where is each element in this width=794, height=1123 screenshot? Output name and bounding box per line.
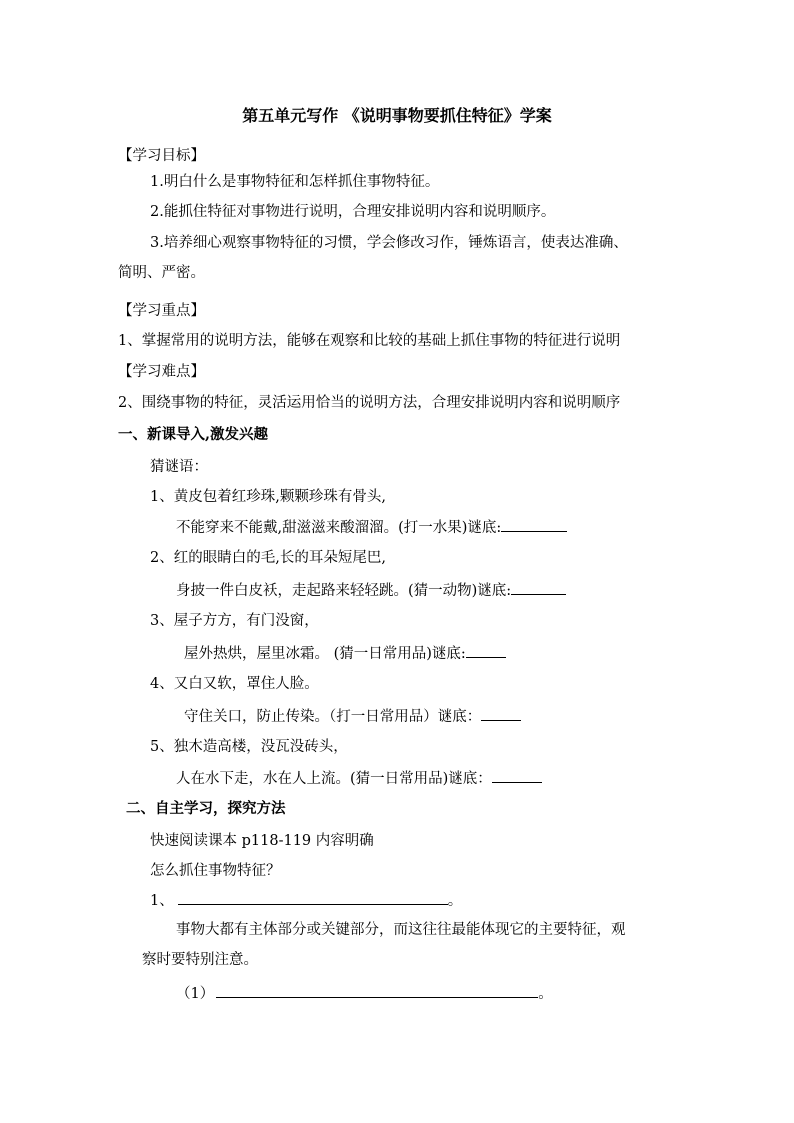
riddle-1-answer-blank[interactable] — [501, 517, 567, 532]
riddle-4-line1: 4、又白又软，罩住人脸。 — [150, 676, 319, 692]
riddle-4-answer-blank[interactable] — [481, 706, 521, 721]
riddle-5-line1: 5、独木造高楼，没瓦没砖头， — [150, 739, 348, 755]
subquestion-1-answer-blank[interactable] — [216, 983, 538, 998]
goals-heading: 【学习目标】 — [118, 148, 205, 164]
riddle-1-text: 不能穿来不能戴,甜滋滋来酸溜溜。(打一水果)谜底: — [176, 520, 502, 536]
question-1-prefix: 1、 — [150, 893, 174, 909]
difficulty-heading: 【学习难点】 — [118, 364, 205, 380]
riddle-4-line2 — [184, 706, 521, 727]
riddle-3-line1: 3、屋子方方，有门没窗， — [150, 613, 319, 629]
section2-heading: 二、自主学习，探究方法 — [126, 800, 286, 817]
subquestion-1-suffix: 。 — [538, 986, 553, 1002]
riddle-2-answer-blank[interactable] — [511, 580, 566, 595]
subquestion-1-line — [176, 983, 553, 1004]
riddle-2-text: 身披一件白皮袄，走起路来轻轻跳。(猜一动物)谜底: — [176, 583, 512, 599]
riddle-5-line2 — [176, 768, 542, 789]
subquestion-1-prefix: （1） — [176, 986, 215, 1002]
riddle-3-text: 屋外热烘，屋里冰霜。 (猜一日常用品)谜底: — [184, 646, 466, 662]
question-1-suffix: 。 — [447, 893, 463, 909]
page-title: 第五单元写作 《说明事物要抓住特征》学案 — [242, 106, 552, 125]
riddle-1-line1: 1、黄皮包着红珍珠,颗颗珍珠有骨头, — [150, 489, 386, 505]
riddle-2-line1: 2、红的眼睛白的毛,长的耳朵短尾巴, — [150, 550, 386, 566]
question-text: 怎么抓住事物特征？ — [150, 863, 281, 879]
riddle-1-line2 — [176, 517, 567, 538]
goal-item-1: 1.明白什么是事物特征和怎样抓住事物特征。 — [150, 174, 440, 190]
riddle-5-answer-blank[interactable] — [492, 768, 542, 783]
paragraph-line2: 察时要特别注意。 — [142, 952, 258, 968]
riddle-4-text: 守住关口，防止传染。（打一日常用品）谜底： — [184, 709, 482, 725]
goal-item-2: 2.能抓住特征对事物进行说明，合理安排说明内容和说明顺序。 — [150, 204, 556, 220]
question-1-line — [150, 890, 462, 911]
riddle-2-line2 — [176, 580, 566, 601]
riddle-3-answer-blank[interactable] — [466, 643, 506, 658]
difficulty-text: 2、围绕事物的特征，灵活运用恰当的说明方法，合理安排说明内容和说明顺序 — [118, 395, 621, 411]
section1-heading: 一、新课导入,激发兴趣 — [118, 426, 269, 443]
riddle-5-text: 人在水下走，水在人上流。(猜一日常用品)谜底： — [176, 771, 492, 787]
reading-instruction: 快速阅读课本 p118-119 内容明确 — [150, 833, 374, 849]
paragraph-line1: 事物大都有主体部分或关键部分，而这往往最能体现它的主要特征，观 — [176, 922, 626, 938]
riddle-intro: 猜谜语： — [150, 459, 208, 475]
question-1-answer-blank[interactable] — [178, 890, 448, 905]
focus-text: 1、掌握常用的说明方法，能够在观察和比较的基础上抓住事物的特征进行说明 — [118, 333, 621, 349]
goal-item-3: 3.培养细心观察事物特征的习惯，学会修改习作，锤炼语言，使表达准确、 — [150, 235, 628, 251]
focus-heading: 【学习重点】 — [118, 303, 205, 319]
riddle-3-line2 — [184, 643, 506, 664]
goal-item-3-continued: 简明、严密。 — [118, 265, 205, 281]
